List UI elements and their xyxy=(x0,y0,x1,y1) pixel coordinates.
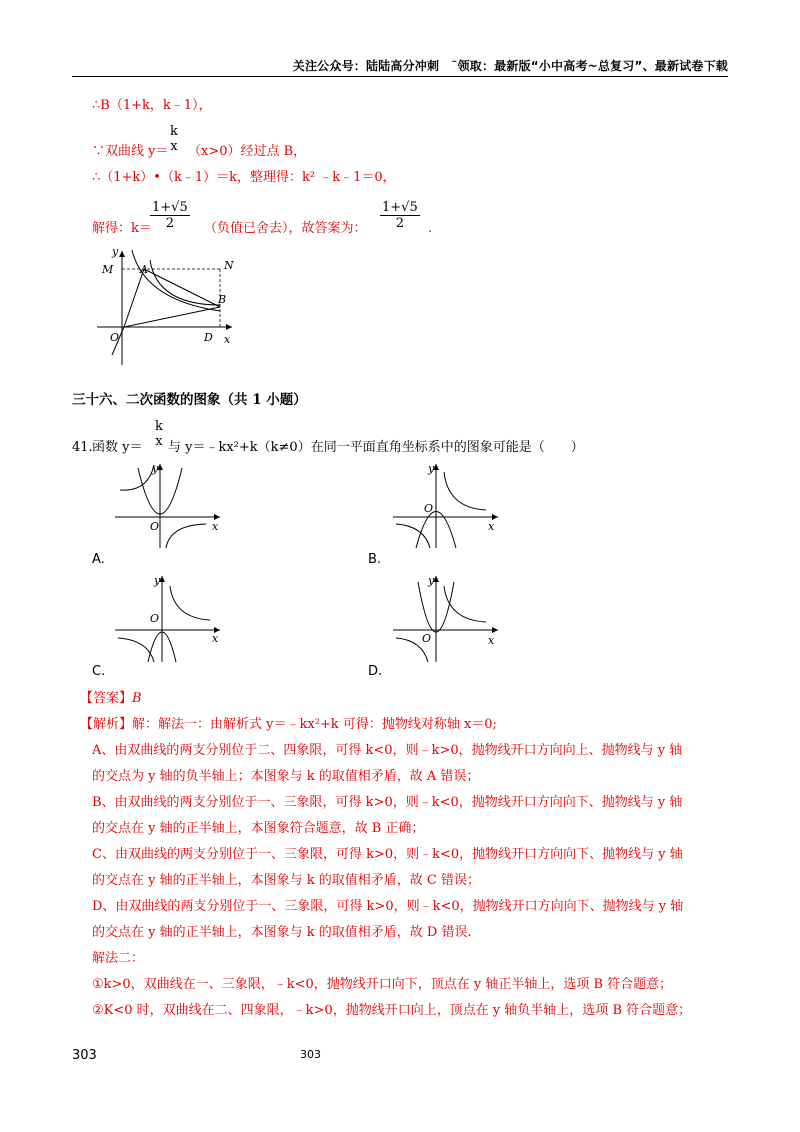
analysis-line-8: D、由双曲线的两支分别位于一、三象限，可得 k>0，则﹣k<0，抛物线开口方向向下、抛物线与 y 轴 xyxy=(92,899,684,914)
svg-text:O: O xyxy=(150,520,160,533)
label-M: M xyxy=(102,263,114,276)
svg-text:y: y xyxy=(428,574,435,587)
analysis-line-12: ②K<0 时，双曲线在二、四象限，﹣k>0，抛物线开口向上，顶点在 y 轴负半轴上，选项 B 符合题意； xyxy=(92,1003,692,1018)
svg-text:O: O xyxy=(150,612,160,625)
option-c-label[interactable]: C. xyxy=(92,664,106,679)
solution-line-3: ∴（1+k）•（k﹣1）＝k，整理得：k² ﹣k﹣1＝0， xyxy=(92,170,396,185)
svg-text:O: O xyxy=(422,632,432,645)
fraction-denominator: x xyxy=(155,434,163,449)
analysis-line-1: 【解析】解：解法一：由解析式 y＝﹣kx²+k 可得：抛物线对称轴 x＝0; xyxy=(80,717,497,732)
svg-text:O: O xyxy=(424,502,434,515)
option-a-label[interactable]: A. xyxy=(92,552,105,567)
solution-line-2-pre: ∵双曲线 y＝ xyxy=(92,144,169,159)
question-fraction-k-over-x xyxy=(153,419,165,449)
answer-value: B xyxy=(132,691,142,706)
analysis-line-9: 的交点在 y 轴的正半轴上，本图象与 k 的取值相矛盾，故 D 错误. xyxy=(92,925,472,940)
hyperbola-branch-3 xyxy=(396,524,430,548)
svg-text:x: x xyxy=(488,520,495,533)
solution-line-1: ∴B（1+k，k﹣1）， xyxy=(92,98,212,113)
analysis-label: 【解析】 xyxy=(80,717,133,732)
svg-text:x: x xyxy=(488,634,495,647)
option-d-label[interactable]: D. xyxy=(368,664,383,679)
fraction-denominator: 2 xyxy=(165,216,174,231)
fraction-denominator: x xyxy=(170,139,178,154)
analysis-line-3: 的交点为 y 轴的负半轴上；本图象与 k 的取值相矛盾，故 A 错误； xyxy=(92,769,480,784)
analysis-line-7: 的交点在 y 轴的正半轴上，本图象与 k 的取值相矛盾，故 C 错误； xyxy=(92,873,480,888)
analysis-line-2: A、由双曲线的两支分别位于二、四象限，可得 k<0，则﹣k>0，抛物线开口方向向上、抛物线与 y 轴 xyxy=(92,743,683,758)
option-c-graph xyxy=(110,572,225,664)
option-b-graph xyxy=(388,460,503,550)
x-axis-arrow xyxy=(226,324,232,330)
fraction-denominator: 2 xyxy=(395,216,404,231)
svg-text:x: x xyxy=(212,520,219,533)
section-title: 三十六、二次函数的图象（共 1 小题） xyxy=(72,392,307,408)
question-number: 41. xyxy=(72,440,93,455)
fraction-golden-ratio-answer xyxy=(380,200,420,231)
label-y: y xyxy=(112,245,119,258)
page-number-center: 303 xyxy=(300,1048,321,1061)
question-pre: 函数 y＝ xyxy=(92,440,143,455)
hyperbola-branch-1 xyxy=(170,586,210,620)
header-divider xyxy=(72,76,728,77)
analysis-line-6: C、由双曲线的两支分别位于一、三象限，可得 k>0，则﹣k<0，抛物线开口方向向下、抛物线与 y 轴 xyxy=(92,847,683,862)
label-A: A xyxy=(140,263,148,276)
label-x: x xyxy=(224,333,231,346)
fraction-numerator: 1+√5 xyxy=(382,200,418,215)
page-header-text: 关注公众号：陆陆高分冲刺 ˜领取：最新版“小中高考~总复习”、最新试卷下载 xyxy=(292,59,728,73)
svg-text:y: y xyxy=(428,462,435,475)
hyperbola-branch-4 xyxy=(166,524,206,548)
svg-text:y: y xyxy=(154,574,161,587)
option-a-graph xyxy=(110,460,225,550)
option-d-graph xyxy=(388,572,503,664)
solution-line-4-mid: （负值已舍去），故答案为： xyxy=(204,221,367,236)
label-N: N xyxy=(224,259,234,272)
label-D: D xyxy=(204,331,213,344)
hyperbola-branch-1 xyxy=(444,472,486,510)
y-axis-arrow xyxy=(119,251,125,257)
hyperbola-figure xyxy=(92,245,242,370)
analysis-line-10: 解法二： xyxy=(92,951,145,966)
page-number-left: 303 xyxy=(72,1048,97,1063)
fraction-numerator: k xyxy=(170,124,178,139)
hyperbola-curve xyxy=(132,250,220,311)
question-post: 与 y＝﹣kx²+k（k≠0）在同一平面直角坐标系中的图象可能是（ ） xyxy=(168,440,584,455)
segment-OB xyxy=(124,307,220,327)
fraction-golden-ratio xyxy=(150,200,190,231)
fraction-numerator: k xyxy=(155,419,163,434)
hyperbola-curve-2 xyxy=(150,260,220,305)
analysis-line-4: B、由双曲线的两支分别位于一、三象限，可得 k>0，则﹣k<0，抛物线开口方向向下、抛物线与 y 轴 xyxy=(92,795,683,810)
label-B: B xyxy=(218,293,227,306)
fraction-numerator: 1+√5 xyxy=(152,200,188,215)
solution-line-4-pre: 解得：k＝ xyxy=(92,221,152,236)
fraction-k-over-x xyxy=(168,124,180,154)
svg-text:y: y xyxy=(152,462,159,475)
solution-line-2-post: （x>0）经过点 B， xyxy=(188,144,307,159)
segment-OA xyxy=(124,269,144,327)
solution-line-4-end: . xyxy=(428,221,433,236)
answer-line xyxy=(80,690,142,708)
label-O: O xyxy=(110,331,120,344)
answer-label: 【答案】 xyxy=(80,691,133,706)
hyperbola-branch-1 xyxy=(444,586,486,622)
analysis-line-11: ①k>0，双曲线在一、三象限，﹣k<0，抛物线开口向下，顶点在 y 轴正半轴上，选项 B 符合题意； xyxy=(92,977,673,992)
hyperbola-branch-2 xyxy=(120,465,154,490)
option-b-label[interactable]: B. xyxy=(368,552,382,567)
svg-text:x: x xyxy=(212,632,219,645)
analysis-line-5: 的交点在 y 轴的正半轴上，本图象符合题意，故 B 正确； xyxy=(92,821,425,836)
